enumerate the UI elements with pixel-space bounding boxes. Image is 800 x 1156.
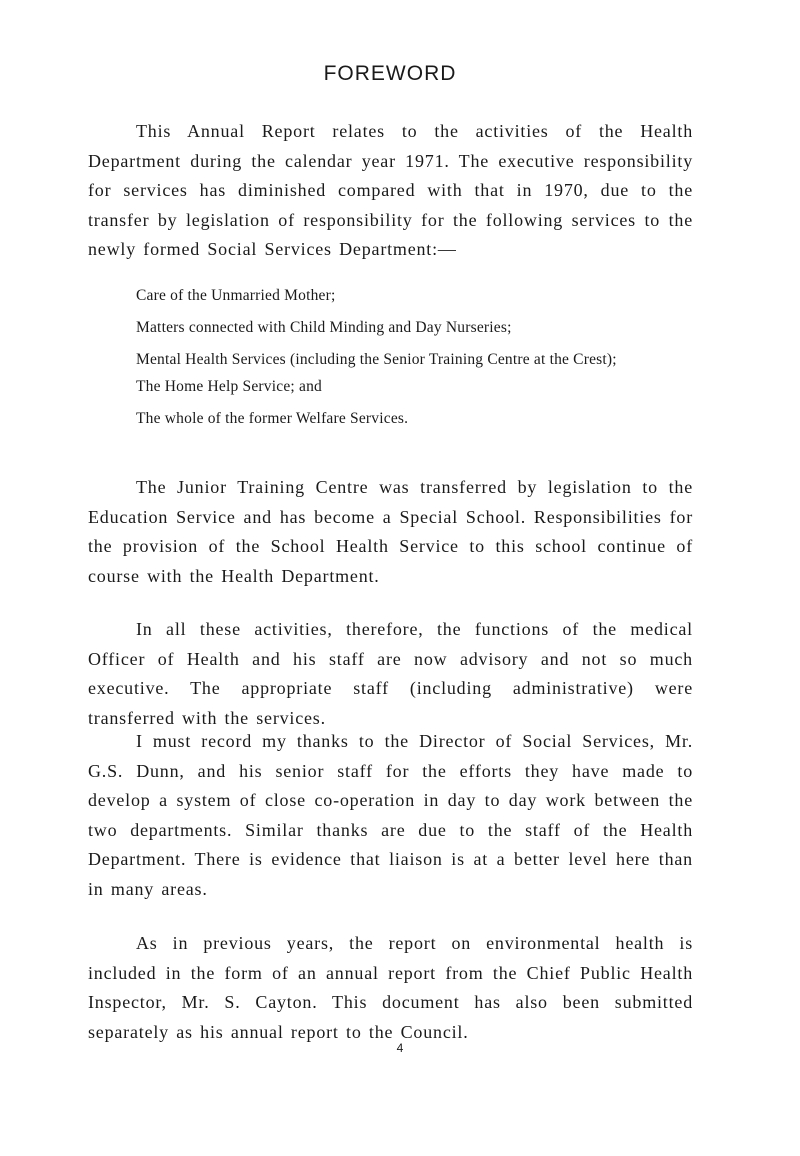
list-item: Care of the Unmarried Mother; [136, 287, 336, 304]
transferred-services-list [136, 284, 696, 430]
list-item: Matters connected with Child Minding and Day Nurseries; [136, 319, 512, 336]
list-item: The Home Help Service; and [136, 378, 322, 395]
page-number: 4 [396, 1041, 404, 1055]
page-title: FOREWORD [323, 62, 457, 85]
paragraph-advisory-functions: In all these activities, therefore, the functions of the medical Officer of Health and his staff are now advisory and not so much executive. The appropriate staff (including administrative) were transferred with the services. [88, 619, 693, 728]
list-item: Mental Health Services (including the Senior Training Centre at the Crest); [136, 351, 617, 368]
list-item: The whole of the former Welfare Services. [136, 410, 409, 427]
paragraph-junior-training-centre: The Junior Training Centre was transferred by legislation to the Education Service and has become a Special School. Responsibilities for the provision of the School Health Service to this school continue of course with the Health Department. [88, 477, 693, 586]
paragraph-thanks: I must record my thanks to the Director of Social Services, Mr. G.S. Dunn, and his senior staff for the efforts they have made to develop a system of close co-operation in day to day work between the two departments. Similar thanks are due to the staff of the Health Department. There is evidence that liaison is at a better level here than in many areas. [88, 731, 693, 899]
paragraph-environmental-health: As in previous years, the report on environmental health is included in the form of an annual report from the Chief Public Health Inspector, Mr. S. Cayton. This document has also been submitted separately as his annual report to the Council. [88, 933, 693, 1042]
paragraph-intro: This Annual Report relates to the activities of the Health Department during the calendar year 1971. The executive responsibility for services has diminished compared with that in 1970, due to the transfer by legislation of responsibility for the following services to the newly formed Social Services Department:— [88, 121, 693, 259]
